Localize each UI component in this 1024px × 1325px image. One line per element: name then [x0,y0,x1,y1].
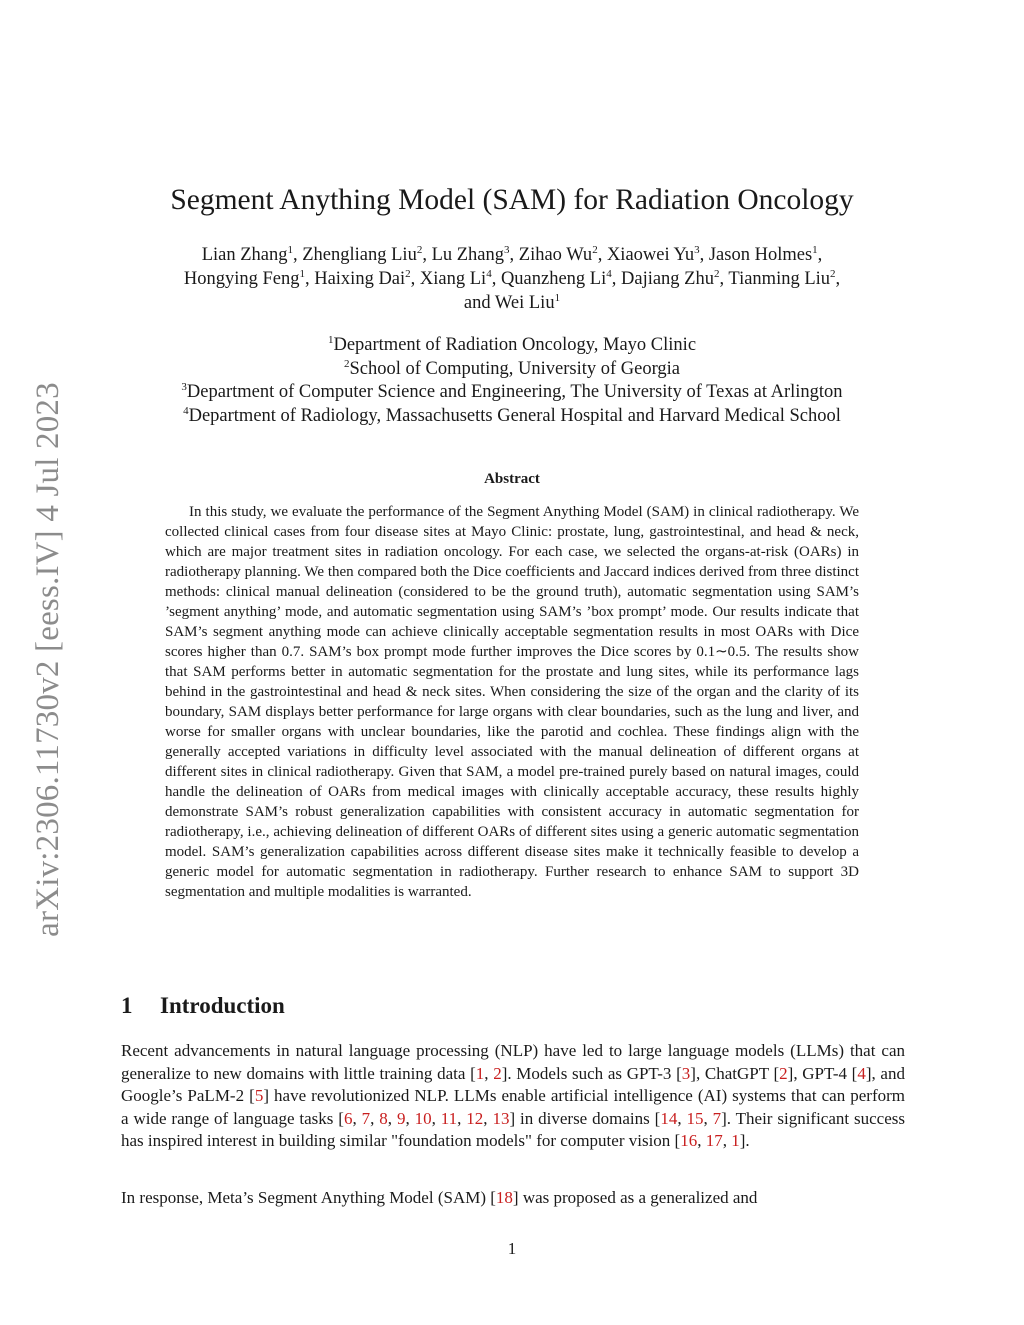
author: Wei Liu$^1$ [494,292,561,313]
citation-link[interactable]: 13 [492,1108,510,1128]
author: Tianming Liu$^2$ [728,268,836,289]
author: Hongying Feng$^1$ [183,268,305,289]
author: Lu Zhang$^3$ [431,244,510,265]
citation-link[interactable]: 2 [779,1063,788,1083]
affiliation: $^3$Department of Computer Science and Engineering, The University of Texas at Arlington [181,381,843,402]
section-title: Introduction [160,993,285,1018]
author: Haixing Dai$^2$ [314,268,411,289]
author: Quanzheng Li$^4$ [500,268,612,289]
citation-link[interactable]: 1 [731,1131,740,1150]
citation-link[interactable]: 12 [466,1108,484,1128]
author-list: Lian Zhang$^1$, Zhengliang Liu$^2$, Lu Zhang$^3$, Zihao Wu$^2$, Xiaowei Yu$^3$, Jason Holmes$^1$, Hongying Feng$^1$, Haixing Dai$^2$, Xiang Li$^4$, Quanzheng Li$^4$, Dajiang Zhu$^2$, Tianming Liu$^2$, and Wei Liu$^1$ [183,244,841,313]
author: Dajiang Zhu$^2$ [621,268,720,289]
affiliation: $^4$Department of Radiology, Massachusetts General Hospital and Harvard Medical School [183,404,841,426]
citation-link[interactable]: 8 [379,1108,388,1128]
citation-link[interactable]: 7 [361,1108,371,1128]
citation-link[interactable]: 3 [681,1063,691,1083]
citation-link[interactable]: 6 [343,1108,353,1128]
author: Jason Holmes$^1$ [708,244,818,265]
affiliation: $^2$School of Computing, University of Georgia [343,357,681,379]
affiliation-list [112,334,912,428]
citation-link[interactable]: 11 [440,1108,458,1128]
arxiv-watermark [22,372,74,946]
author: Lian Zhang$^1$ [201,244,293,265]
arxiv-id: arXiv:2306.11730v2 [eess.IV] 4 Jul 2023 [29,381,66,937]
abstract-body: In this study, we evaluate the performance of the Segment Anything Model (SAM) in clinical radiotherapy. We collected clinical cases from four disease sites at Mayo Clinic: prostate, lung, gastrointestinal, and head & neck, which are major treatment sites in radiation oncology. For each case, we selected the organs-at-risk (OARs) in radiotherapy planning. We then compared both the Dice coefficients and Jaccard indices derived from three distinct methods: clinical manual delineation (considered to be the ground truth), automatic segmentation using SAM’s ’segment anything’ mode, and automatic segmentation using SAM’s ’box prompt’ mode. Our results indicate that SAM’s segment anything mode can achieve clinically acceptable segmentation results in most OARs with Dice scores higher than 0.7. SAM’s box prompt mode further improves the Dice scores by 0.1∼0.5. The results show that SAM performs better in automatic segmentation for the prostate and lung sites, while its performance lags behind in the gastrointestinal and head & neck sites. When considering the size of the organ and the clarity of its boundary, SAM displays better performance for large organs with clear boundaries, such as the lung and liver, and worse for smaller organs with unclear boundaries, like the parotid and cochlea. These findings align with the generally accepted variations in difficulty level associated with the manual delineation of different organs at different sites in clinical radiotherapy. Given that SAM, a model pre-trained purely based on natural images, could handle the delineation of OARs from medical images with clinically acceptable accuracy, these results highly demonstrate SAM’s robust generalization capabilities with consistent accuracy in automatic segmentation for radiotherapy, i.e., achieving delineation of different OARs of different sites using a generic automatic segmentation model. SAM’s generalization capabilities across different disease sites make it technically feasible to develop a generic model for automatic segmentation in radiotherapy. Further research to enhance SAM to support 3D segmentation and multiple modalities is warranted. [165,504,859,900]
citation-link[interactable]: 10 [414,1108,432,1128]
citation-link[interactable]: 2 [493,1063,502,1083]
citation-link[interactable]: 1 [475,1063,485,1083]
citation-link[interactable]: 9 [396,1108,406,1128]
author: Zihao Wu$^2$ [518,244,598,265]
page-number: 1 [507,1239,517,1258]
author-connector: and [463,293,491,313]
citation-link[interactable]: 7 [712,1108,722,1128]
author: Xiaowei Yu$^3$ [606,244,700,265]
citation-link[interactable]: 14 [660,1108,678,1128]
section-number: 1 [121,993,133,1018]
citation-link[interactable]: 17 [705,1131,723,1150]
paper-title: Segment Anything Model (SAM) for Radiation Oncology [170,184,854,216]
citation-link[interactable]: 16 [680,1131,698,1150]
intro-paragraph-2: In response, Meta’s Segment Anything Model (SAM) [18] was proposed as a generalized and [121,1188,758,1207]
citation-link[interactable]: 4 [857,1063,866,1083]
author: Xiang Li$^4$ [419,268,492,289]
affiliation: $^1$Department of Radiation Oncology, Mayo Clinic [327,334,697,355]
citation-link[interactable]: 18 [495,1188,513,1207]
author: Zhengliang Liu$^2$ [302,244,423,265]
abstract-heading: Abstract [484,471,540,487]
section-heading [121,993,285,1019]
citation-link[interactable]: 5 [254,1086,264,1105]
intro-paragraph-1: Recent advancements in natural language processing (NLP) have led to large language models (LLMs) that can generalize to new domains with little training data [1, 2]. Models such as GPT-3 [3], ChatGPT [2], GPT-4 [4], and Google’s PaLM-2 [5] have revolutionized NLP. LLMs enable artificial intelligence (AI) systems that can perform a wide range of language tasks [6, 7, 8, 9, 10, 11, 12, 13] in diverse domains [14, 15, 7]. Their significant success has inspired interest in building similar "foundation models" for computer vision [16, 17, 1]. [121,1041,906,1150]
citation-link[interactable]: 15 [686,1108,704,1128]
